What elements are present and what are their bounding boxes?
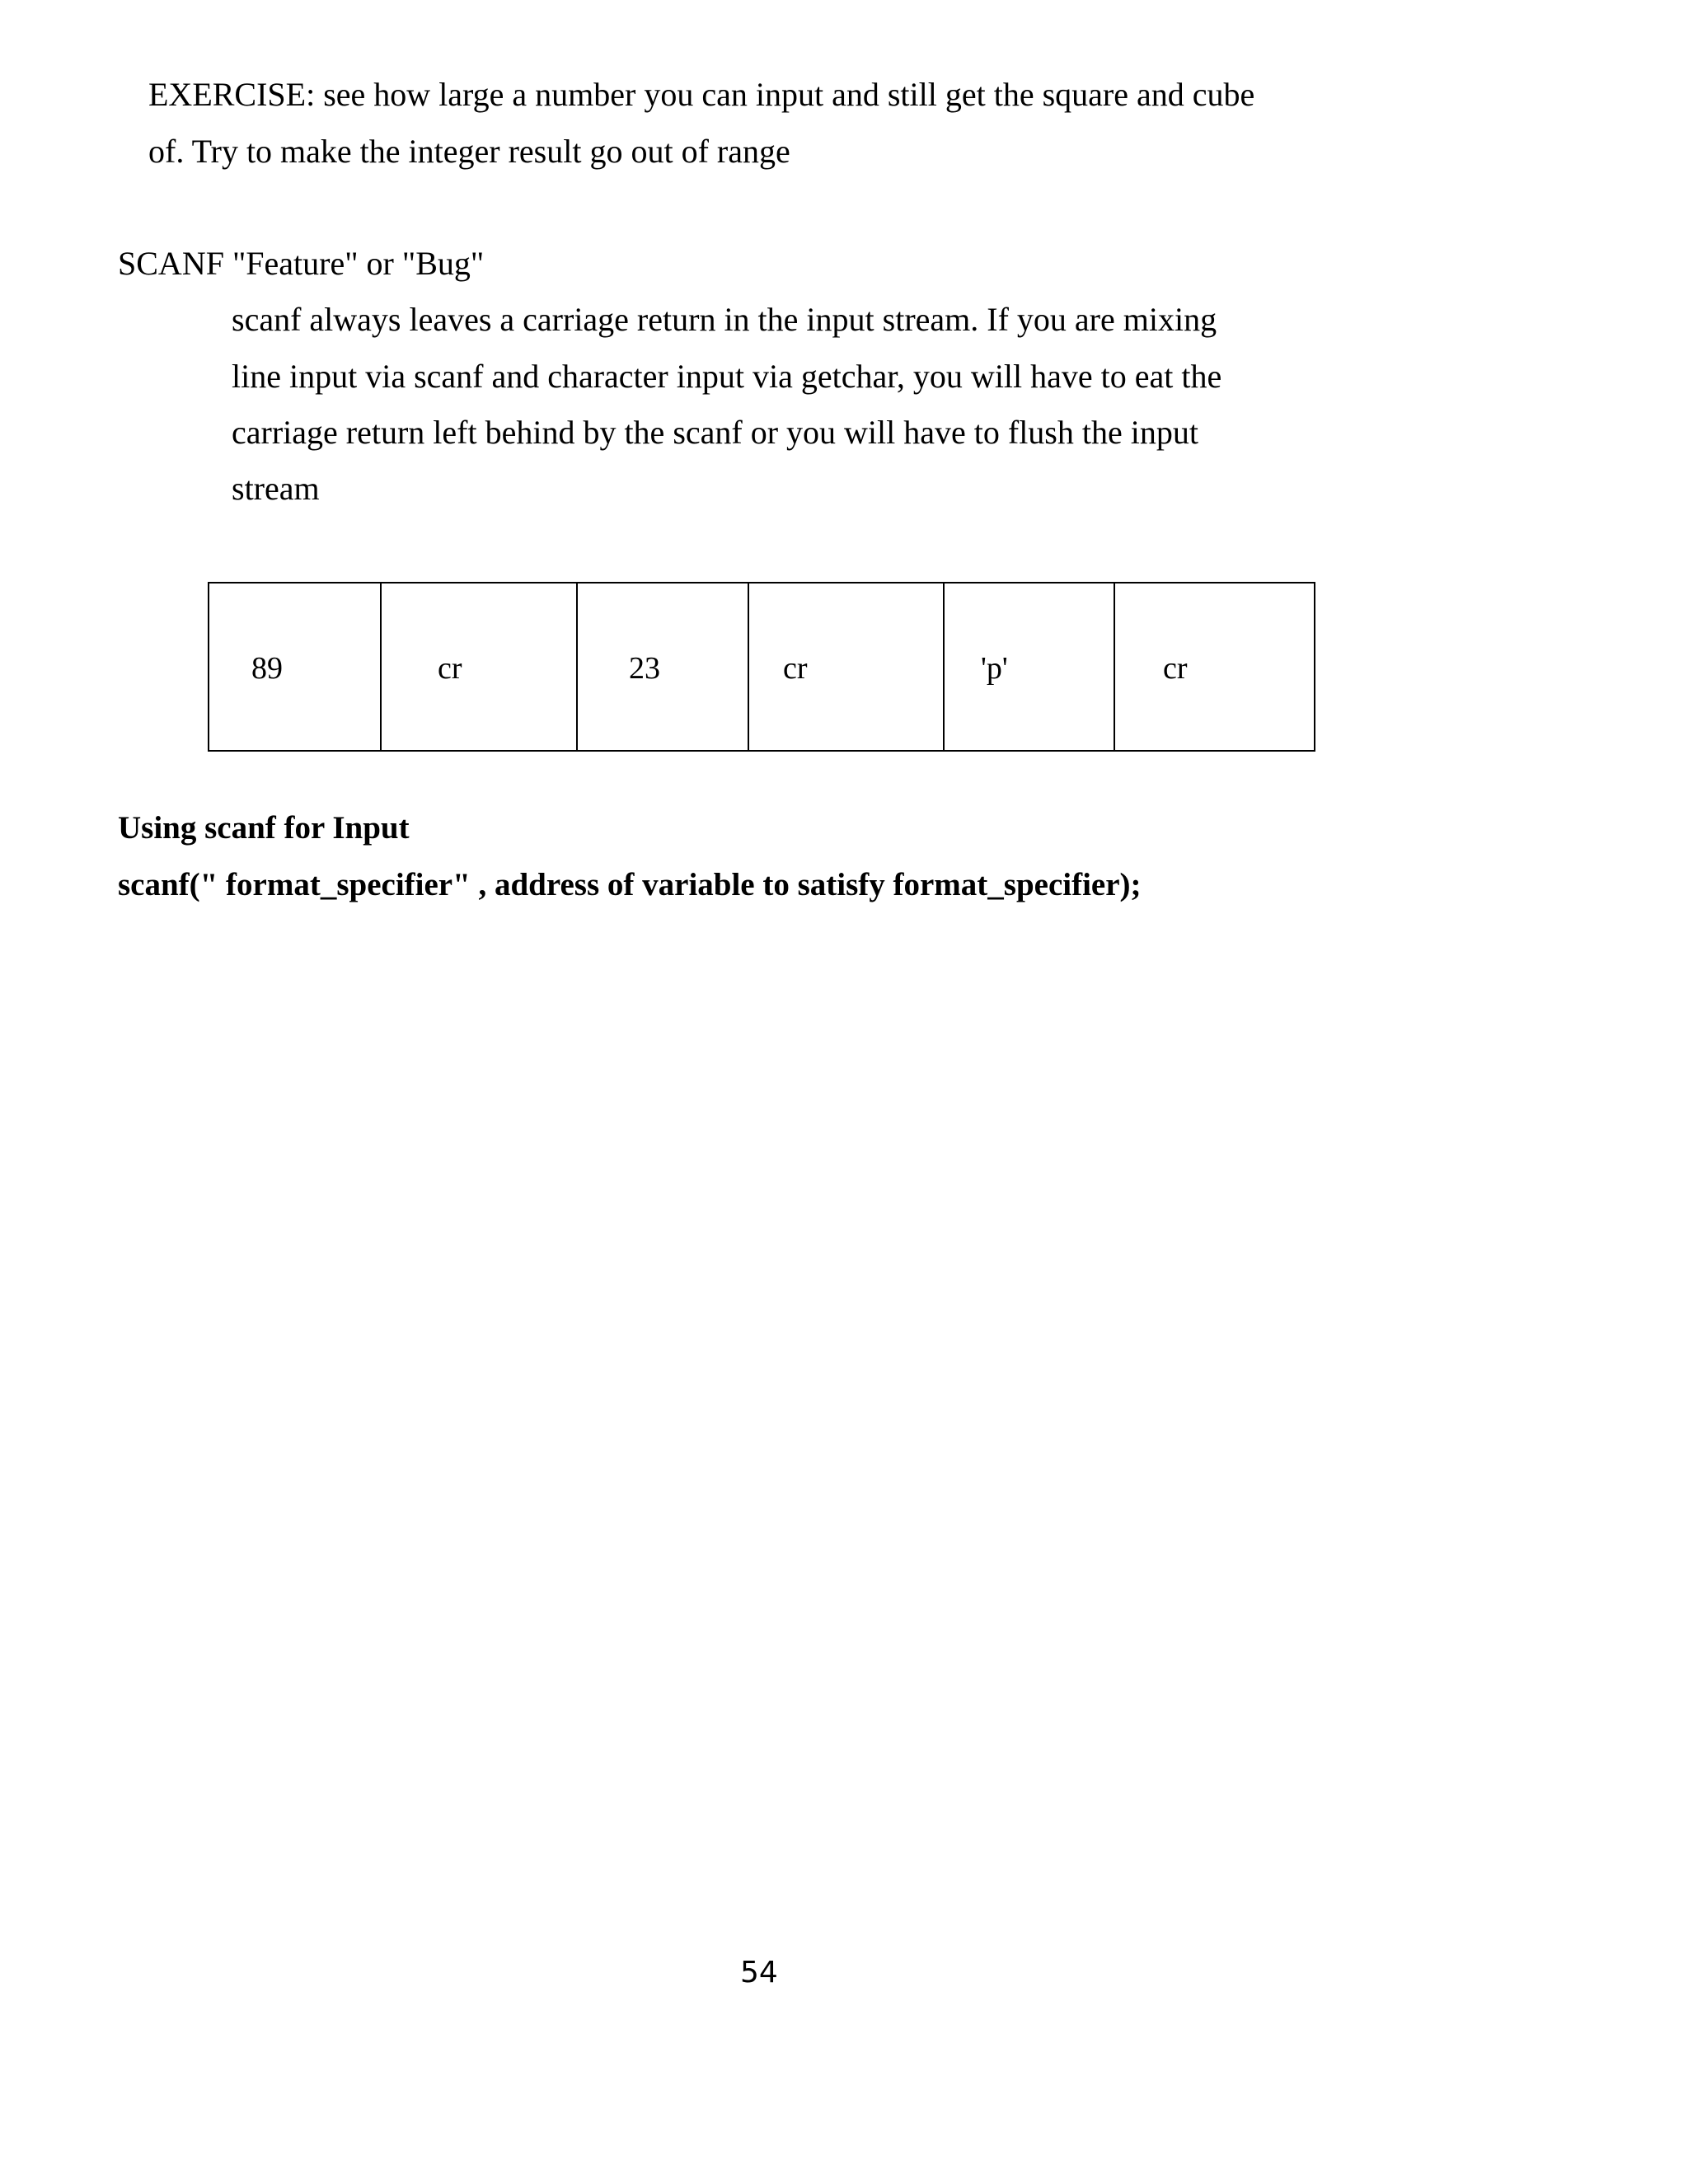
using-scanf-heading: Using scanf for Input [118, 810, 410, 846]
stream-cell-cr: cr [783, 651, 808, 686]
scanf-feature-body-line-4: stream [232, 470, 320, 507]
cell-divider [380, 583, 382, 750]
cell-divider [1114, 583, 1115, 750]
input-stream-diagram [208, 582, 1315, 752]
stream-cell-p: 'p' [981, 651, 1008, 686]
page-number: 54 [740, 1956, 778, 1990]
exercise-line-1: EXERCISE: see how large a number you can input and still get the square and cube [148, 76, 1255, 113]
cell-divider [943, 583, 945, 750]
scanf-feature-body-line-1: scanf always leaves a carriage return in the input stream. If you are mixing [232, 301, 1217, 338]
stream-cell-89: 89 [251, 651, 283, 686]
stream-cell-cr: cr [1163, 651, 1188, 686]
scanf-syntax-line: scanf(" format_specifier" , address of variable to satisfy format_specifier); [118, 867, 1142, 902]
stream-cell-cr: cr [438, 651, 462, 686]
cell-divider [748, 583, 749, 750]
stream-cell-23: 23 [629, 651, 660, 686]
cell-divider [576, 583, 578, 750]
scanf-feature-heading: SCANF "Feature" or "Bug" [118, 245, 485, 282]
scanf-feature-body-line-2: line input via scanf and character input via getchar, you will have to eat the [232, 358, 1222, 395]
exercise-line-2: of. Try to make the integer result go out of range [148, 133, 790, 170]
scanf-feature-body-line-3: carriage return left behind by the scanf or you will have to flush the input [232, 414, 1198, 451]
